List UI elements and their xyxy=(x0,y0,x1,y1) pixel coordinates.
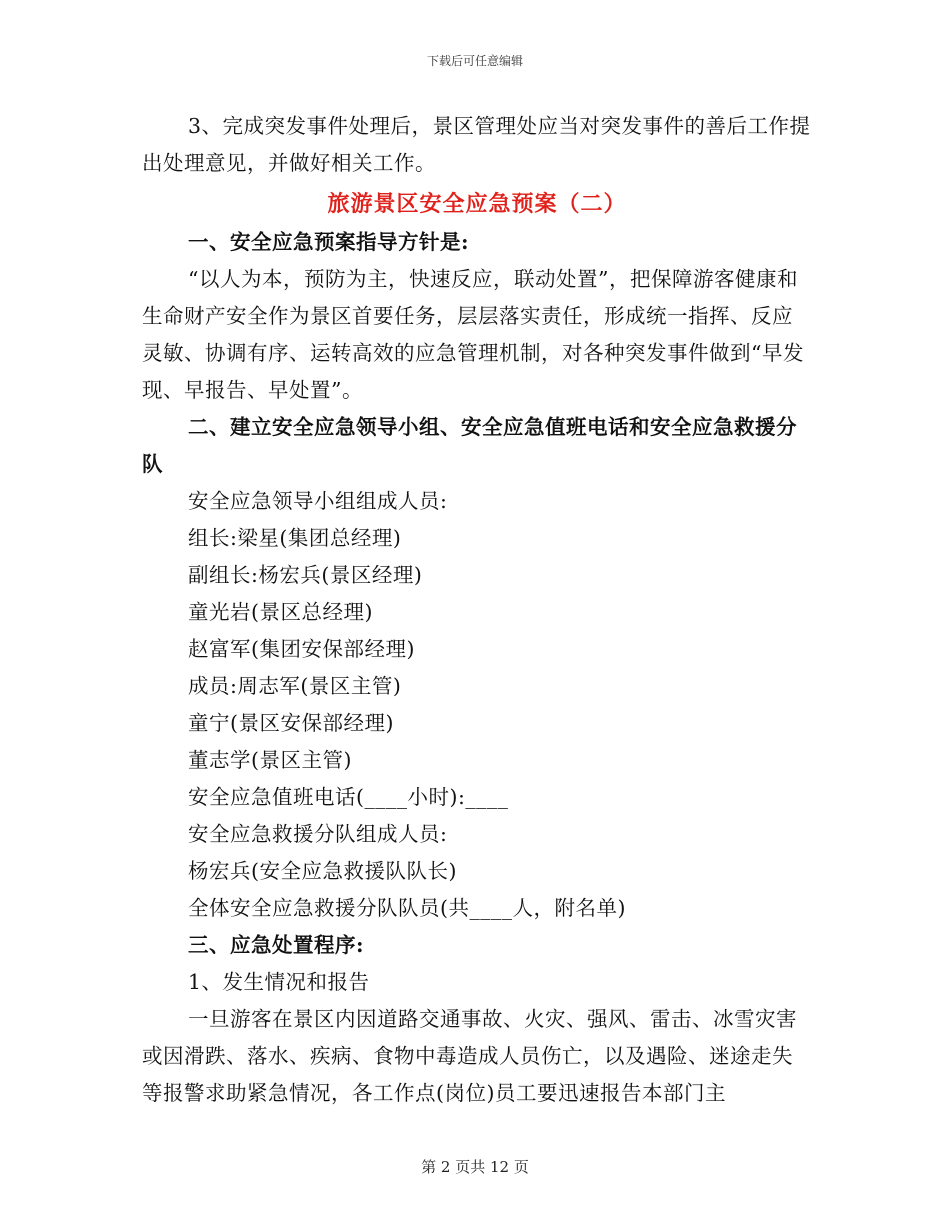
list-item: 成员:周志军(景区主管) xyxy=(188,674,402,698)
list-item: 安全应急领导小组组成人员: xyxy=(188,489,448,513)
section1-heading: 一、安全应急预案指导方针是: xyxy=(188,230,470,254)
page-footer: 第 2 页共 12 页 xyxy=(421,1158,529,1176)
list-item: 组长:梁星(集团总经理) xyxy=(188,526,402,550)
list-item: 董志学(景区主管) xyxy=(188,748,352,772)
section3-heading: 三、应急处置程序: xyxy=(188,933,365,957)
list-item: 全体安全应急救援分队队员(共____人，附名单) xyxy=(188,896,626,920)
section3-subheading: 1、发生情况和报告 xyxy=(188,970,370,994)
intro-paragraph: 3、完成突发事件处理后，景区管理处应当对突发事件的善后工作提出处理意见，并做好相关工作。 xyxy=(142,114,811,175)
page-header: 下载后可任意编辑 xyxy=(426,54,523,68)
list-item: 安全应急值班电话(____小时):____ xyxy=(188,785,509,809)
list-item: 副组长:杨宏兵(景区经理) xyxy=(188,563,423,587)
document-body xyxy=(142,108,812,1112)
section1-body: “以人为本，预防为主，快速反应，联动处置”，把保障游客健康和生命财产安全作为景区首要任务，层层落实责任，形成统一指挥、反应灵敏、协调有序、运转高效的应急管理机制，对各种突发事件做到“早发现、早报告、早处置”。 xyxy=(142,267,804,402)
list-item: 赵富军(集团安保部经理) xyxy=(188,637,415,661)
list-item: 童光岩(景区总经理) xyxy=(188,600,373,624)
list-item: 杨宏兵(安全应急救援队队长) xyxy=(188,859,457,883)
section3-body: 一旦游客在景区内因道路交通事故、火灾、强风、雷击、冰雪灾害或因滑跌、落水、疾病、食物中毒造成人员伤亡，以及遇险、迷途走失等报警求助紧急情况，各工作点(岗位)员工要迅速报告本部门主 xyxy=(142,1007,797,1105)
section2-heading: 二、建立安全应急领导小组、安全应急值班电话和安全应急救援分队 xyxy=(142,415,797,476)
list-item: 安全应急救援分队组成人员: xyxy=(188,822,448,846)
document-title: 旅游景区安全应急预案（二） xyxy=(327,191,627,217)
list-item: 童宁(景区安保部经理) xyxy=(188,711,394,735)
